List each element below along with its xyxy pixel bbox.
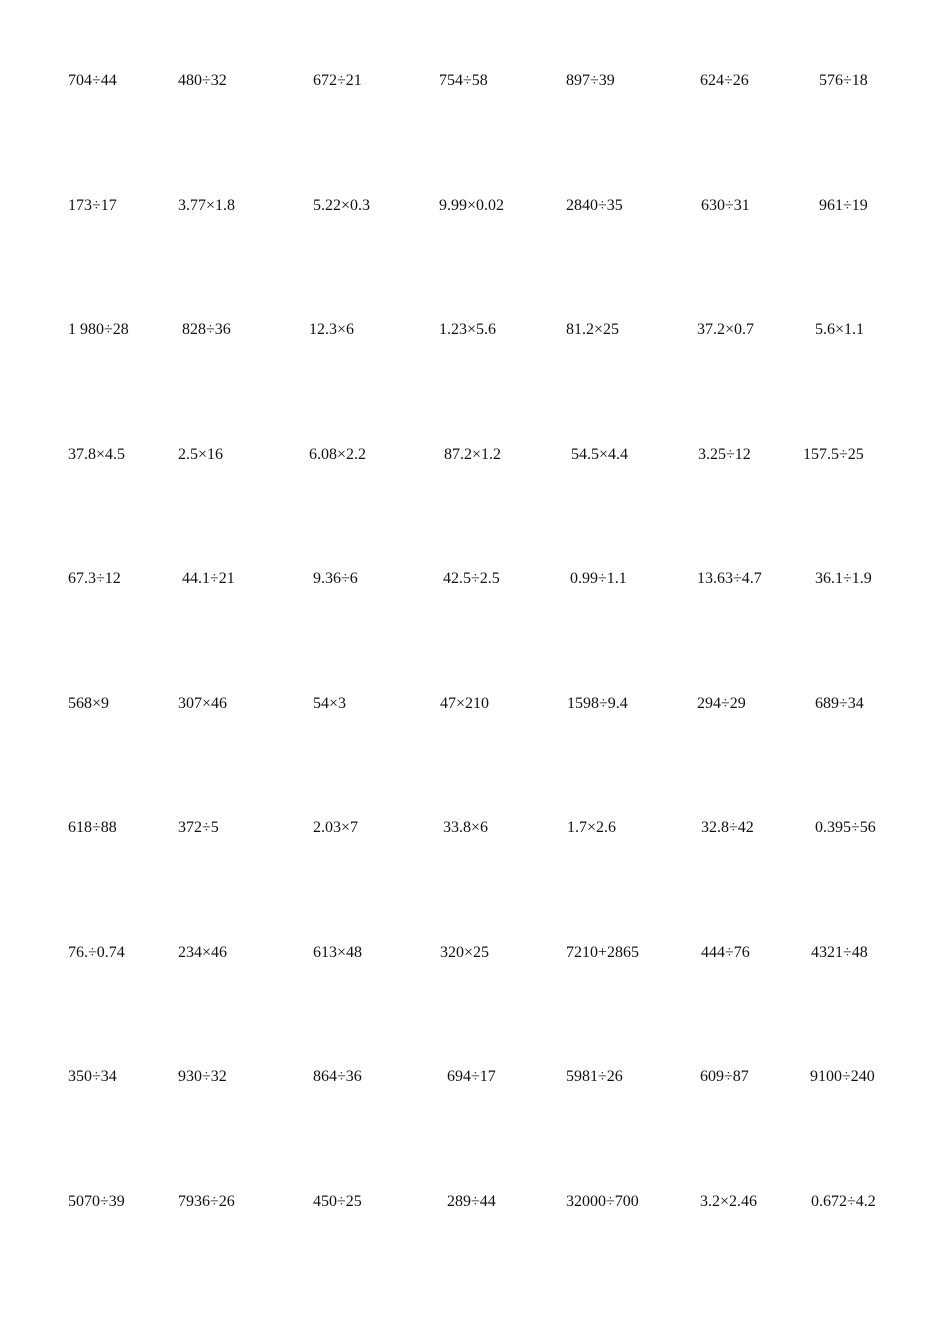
math-problem: 4321÷48 [811,944,868,961]
math-problem: 672÷21 [313,72,362,89]
math-problem: 44.1÷21 [182,570,235,587]
math-problem: 0.672÷4.2 [811,1193,876,1210]
math-problem: 42.5÷2.5 [443,570,500,587]
math-problem: 12.3×6 [309,321,355,338]
math-problem: 1.23×5.6 [439,321,497,338]
math-problem: 5.6×1.1 [815,321,865,338]
math-problem: 961÷19 [819,197,868,214]
math-problem: 234×46 [178,944,228,961]
math-problem: 54.5×4.4 [571,446,629,463]
math-problem: 157.5÷25 [803,446,864,463]
math-problem: 33.8×6 [443,819,489,836]
math-problem: 704÷44 [68,72,117,89]
math-problem: 444÷76 [701,944,750,961]
math-problem: 32.8÷42 [701,819,754,836]
math-problem: 9100÷240 [810,1068,875,1085]
math-problem: 320×25 [440,944,490,961]
math-problem: 0.395÷56 [815,819,876,836]
math-problem: 2.5×16 [178,446,224,463]
math-problem: 3.77×1.8 [178,197,236,214]
math-problem: 9.36÷6 [313,570,358,587]
math-problem: 7210+2865 [566,944,640,961]
math-problem: 32000÷700 [566,1193,639,1210]
math-problem: 828÷36 [182,321,231,338]
math-problem: 5.22×0.3 [313,197,371,214]
math-problem: 3.25÷12 [698,446,751,463]
math-problem: 3.2×2.46 [700,1193,758,1210]
math-problem: 350÷34 [68,1068,117,1085]
math-problem: 6.08×2.2 [309,446,367,463]
math-problem: 480÷32 [178,72,227,89]
math-problem: 930÷32 [178,1068,227,1085]
math-problem: 54×3 [313,695,347,712]
math-problem: 173÷17 [68,197,117,214]
math-problem: 13.63÷4.7 [697,570,762,587]
math-problem: 37.2×0.7 [697,321,755,338]
math-problem: 613×48 [313,944,363,961]
math-problem: 2840÷35 [566,197,623,214]
math-problem: 294÷29 [697,695,746,712]
math-problem: 87.2×1.2 [444,446,502,463]
math-problem: 7936÷26 [178,1193,235,1210]
math-problem: 576÷18 [819,72,868,89]
math-problem: 81.2×25 [566,321,620,338]
math-problem: 1.7×2.6 [567,819,617,836]
math-problem: 1598÷9.4 [567,695,628,712]
math-problem: 624÷26 [700,72,749,89]
math-problem: 694÷17 [447,1068,496,1085]
math-problem: 864÷36 [313,1068,362,1085]
math-problem: 5981÷26 [566,1068,623,1085]
math-problem: 307×46 [178,695,228,712]
math-problem: 5070÷39 [68,1193,125,1210]
math-problem: 76.÷0.74 [68,944,125,961]
math-problem: 754÷58 [439,72,488,89]
math-problem: 37.8×4.5 [68,446,126,463]
math-problem: 9.99×0.02 [439,197,505,214]
math-problem: 568×9 [68,695,110,712]
math-problem: 36.1÷1.9 [815,570,872,587]
math-problem: 450÷25 [313,1193,362,1210]
math-problem: 618÷88 [68,819,117,836]
math-problem: 689÷34 [815,695,864,712]
math-problem: 897÷39 [566,72,615,89]
math-problem: 0.99÷1.1 [570,570,627,587]
math-problem: 1 980÷28 [68,321,129,338]
math-problem: 609÷87 [700,1068,749,1085]
math-problem: 289÷44 [447,1193,496,1210]
math-problem: 67.3÷12 [68,570,121,587]
math-problem: 630÷31 [701,197,750,214]
math-problem: 372÷5 [178,819,219,836]
math-problem: 2.03×7 [313,819,359,836]
math-problem: 47×210 [440,695,490,712]
